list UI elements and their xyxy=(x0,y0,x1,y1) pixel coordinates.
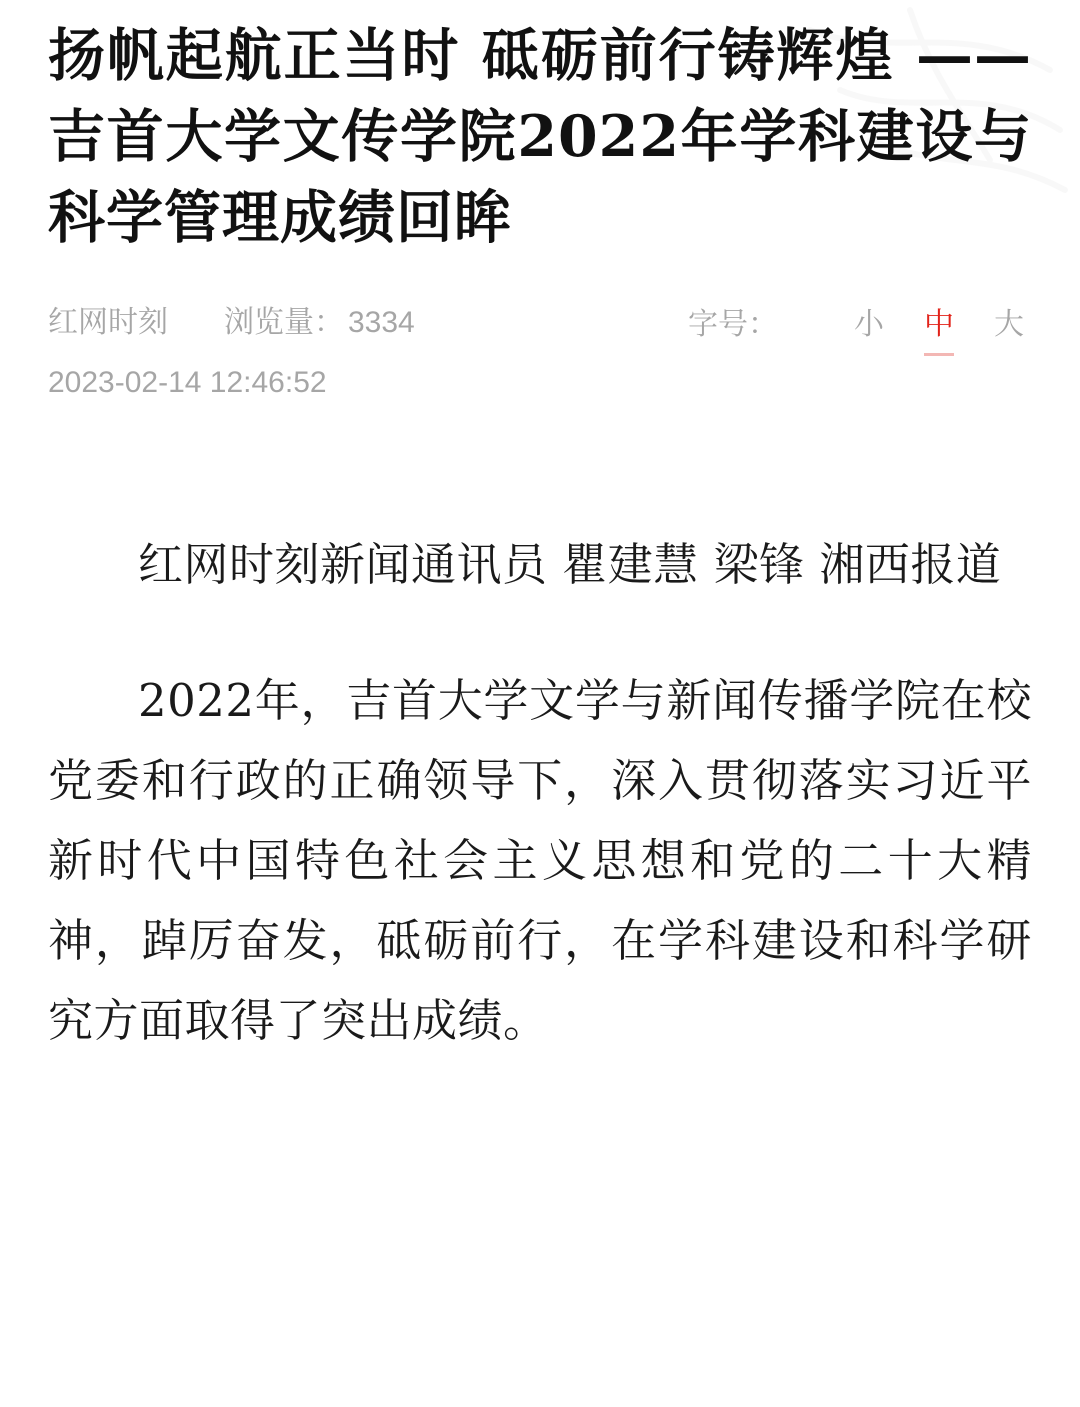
article-meta-bar xyxy=(48,299,1032,407)
view-count-value: 3334 xyxy=(348,305,415,339)
view-count-label: 浏览量： xyxy=(224,305,344,339)
page-title: 扬帆起航正当时 砥砺前行铸辉煌 ——吉首大学文传学院2022年学科建设与科学管理成绩回眸 xyxy=(48,22,1032,251)
article-paragraph: 红网时刻新闻通讯员 瞿建慧 梁锋 湘西报道 xyxy=(138,537,1002,591)
meta-line-primary xyxy=(48,299,415,347)
font-size-control xyxy=(688,299,1032,356)
article-body xyxy=(48,525,1032,1062)
article-datetime: 2023-02-14 12:46:52 xyxy=(48,365,327,399)
article-paragraph: 2022年，吉首大学文学与新闻传播学院在校党委和行政的正确领导下，深入贯彻落实习近平新时代中国特色社会主义思想和党的二十大精神，踔厉奋发，砥砺前行，在学科建设和科学研究方面取得了突出成绩。 xyxy=(48,673,1032,1048)
font-size-label: 字号： xyxy=(688,307,778,341)
meta-left-group xyxy=(48,299,415,407)
font-size-option-medium[interactable]: 中 xyxy=(924,301,954,356)
font-size-option-small[interactable]: 小 xyxy=(854,307,884,341)
font-size-option-large[interactable]: 大 xyxy=(994,307,1024,341)
article-source: 红网时刻 xyxy=(48,305,168,339)
